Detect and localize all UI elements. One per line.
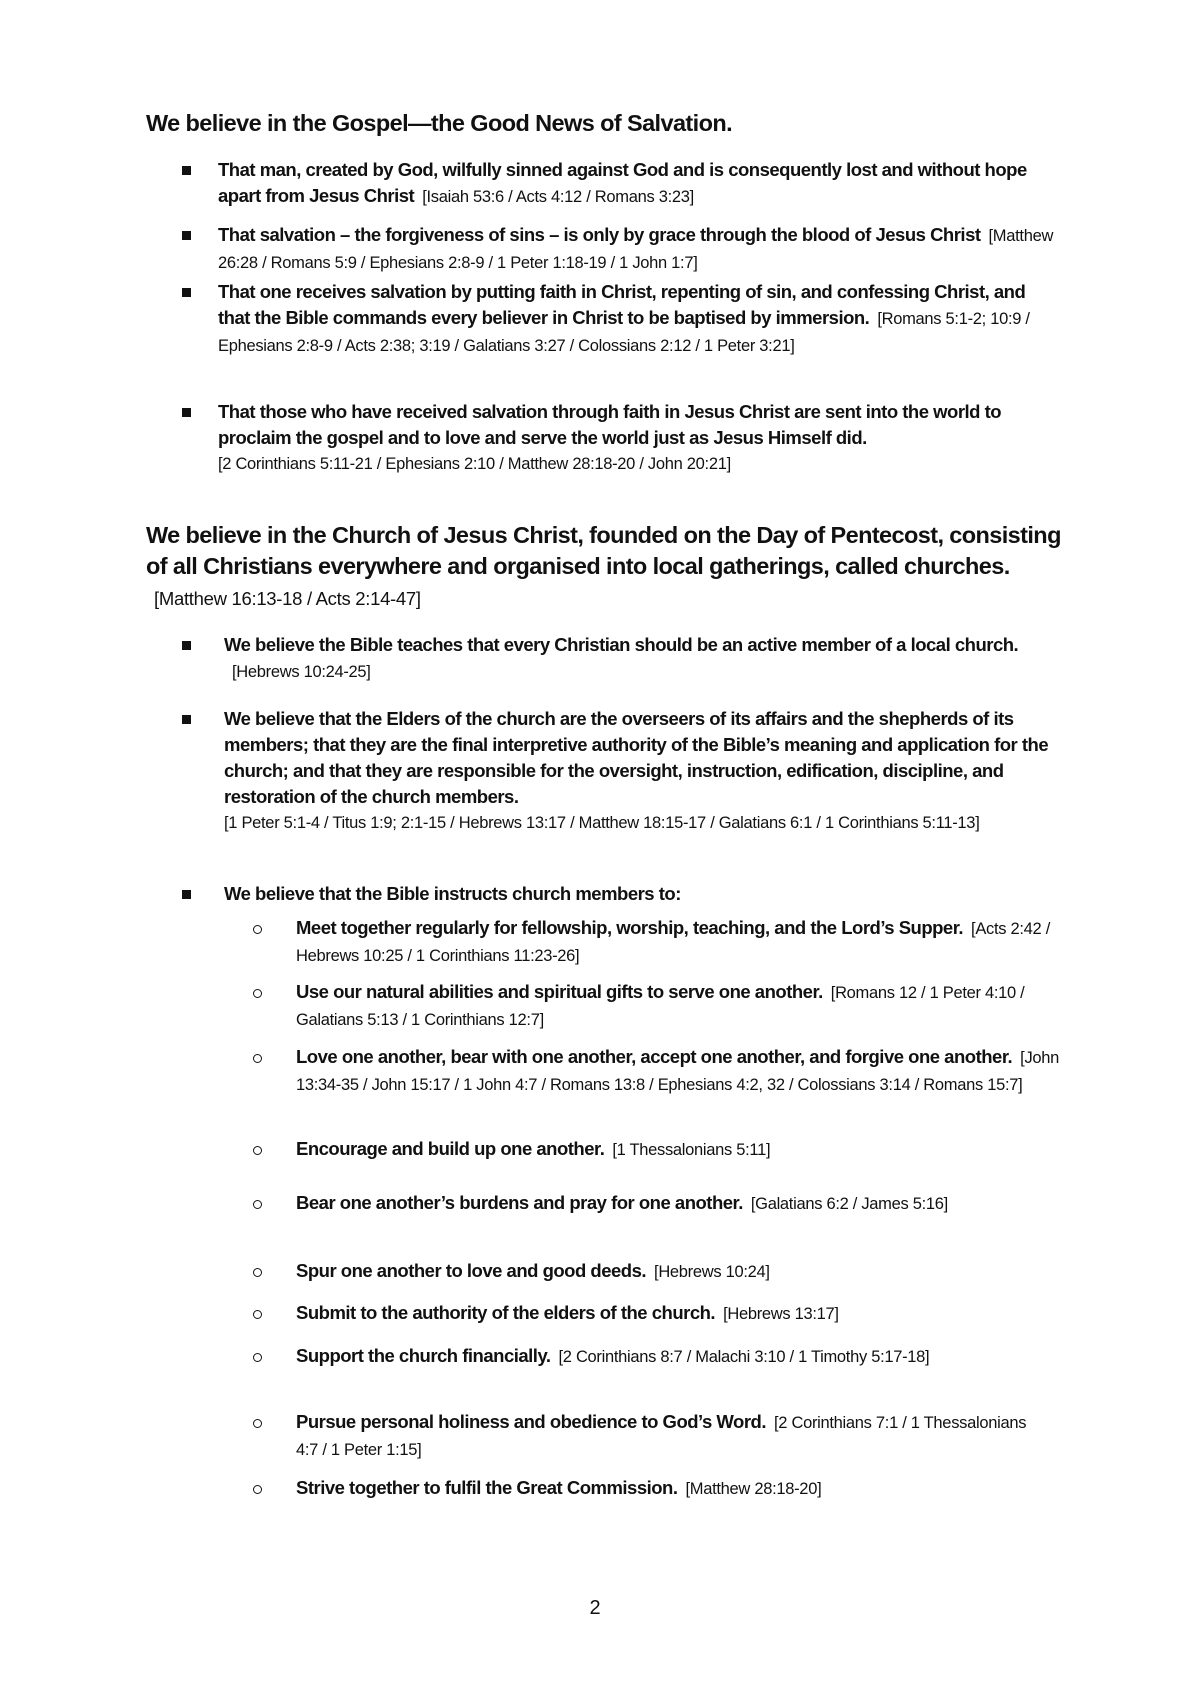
item-text: Support the church financially.: [296, 1345, 551, 1366]
item-text: We believe that the Bible instructs church members to:: [224, 883, 681, 904]
sub-list-item: [296, 1044, 1076, 1098]
circle-bullet-icon: [253, 1353, 262, 1362]
item-text: Encourage and build up one another.: [296, 1138, 605, 1159]
scripture-reference: [Acts 2:42 / Hebrews 10:25 / 1 Corinthians 11:23-26]: [296, 920, 1050, 965]
square-bullet-icon: [182, 408, 191, 417]
sub-list-item: [296, 1190, 986, 1217]
scripture-reference: [Matthew 16:13-18 / Acts 2:14-47]: [154, 588, 421, 609]
sub-list-item: [296, 1300, 1056, 1327]
scripture-reference: [John 13:34-35 / John 15:17 / 1 John 4:7 / Romans 13:8 / Ephesians 4:2, 32 / Colossians 3:14 / Romans 15:7]: [296, 1049, 1060, 1094]
circle-bullet-icon: [253, 989, 262, 998]
scripture-reference: [2 Corinthians 8:7 / Malachi 3:10 / 1 Timothy 5:17-18]: [558, 1348, 930, 1366]
sub-list-item: [296, 915, 1056, 969]
item-text: Meet together regularly for fellowship, worship, teaching, and the Lord’s Supper.: [296, 917, 964, 938]
square-bullet-icon: [182, 890, 191, 899]
scripture-reference: [2 Corinthians 5:11-21 / Ephesians 2:10 / Matthew 28:18-20 / John 20:21]: [218, 455, 731, 473]
scripture-reference: [1 Peter 5:1-4 / Titus 1:9; 2:1-15 / Hebrews 13:17 / Matthew 18:15-17 / Galatians 6:1 / 1 Corinthians 5:11-13]: [224, 814, 980, 832]
circle-bullet-icon: [253, 1054, 262, 1063]
list-item: [218, 222, 1058, 276]
item-text: Use our natural abilities and spiritual gifts to serve one another.: [296, 981, 823, 1002]
item-text: We believe that the Elders of the church are the overseers of its affairs and the shepherds of its members; that they are the final interpretive authority of the Bible’s meaning and application for the church; and that they are responsible for the oversight, instruction, edification, discipline, and restoration of the church members.: [224, 708, 1049, 807]
sub-list-item: [296, 1258, 1056, 1285]
item-text: Strive together to fulfil the Great Commission.: [296, 1477, 678, 1498]
item-text: That those who have received salvation through faith in Jesus Christ are sent into the world to proclaim the gospel and to love and serve the world just as Jesus Himself did.: [218, 401, 1002, 448]
sub-list-item: [296, 979, 1056, 1033]
scripture-reference: [Galatians 6:2 / James 5:16]: [750, 1195, 948, 1213]
page-number: 2: [589, 1597, 601, 1619]
list-item: [224, 706, 1069, 836]
scripture-reference: [Romans 5:1-2; 10:9 / Ephesians 2:8-9 / Acts 2:38; 3:19 / Galatians 3:27 / Colossians 2:12 / 1 Peter 3:21]: [218, 310, 1030, 355]
heading-text: We believe in the Church of Jesus Christ, founded on the Day of Pentecost, consisting of all Christians everywhere and organised into local gatherings, called churches.: [146, 522, 1061, 579]
item-text: That salvation – the forgiveness of sins – is only by grace through the blood of Jesus Christ: [218, 224, 981, 245]
circle-bullet-icon: [253, 1310, 262, 1319]
scripture-reference: [Hebrews 10:24]: [654, 1263, 770, 1281]
scripture-reference: [2 Corinthians 7:1 / 1 Thessalonians 4:7 / 1 Peter 1:15]: [296, 1414, 1027, 1459]
list-item: [218, 157, 1058, 210]
list-item: [218, 399, 1058, 477]
item-text: Pursue personal holiness and obedience to God’s Word.: [296, 1411, 767, 1432]
circle-bullet-icon: [253, 1268, 262, 1277]
circle-bullet-icon: [253, 1485, 262, 1494]
section-heading-gospel: We believe in the Gospel—the Good News of Salvation.: [146, 110, 733, 136]
list-item: [224, 881, 1084, 907]
list-item: [218, 279, 1048, 359]
square-bullet-icon: [182, 288, 191, 297]
circle-bullet-icon: [253, 925, 262, 934]
item-text: We believe the Bible teaches that every Christian should be an active member of a local church.: [224, 634, 1019, 655]
square-bullet-icon: [182, 231, 191, 240]
scripture-reference: [Hebrews 13:17]: [723, 1305, 839, 1323]
sub-list-item: [296, 1409, 1036, 1463]
square-bullet-icon: [182, 641, 191, 650]
square-bullet-icon: [182, 166, 191, 175]
scripture-reference: [1 Thessalonians 5:11]: [612, 1141, 771, 1159]
item-text: Spur one another to love and good deeds.: [296, 1260, 647, 1281]
scripture-reference: [Hebrews 10:24-25]: [232, 663, 371, 681]
item-text: Submit to the authority of the elders of the church.: [296, 1302, 716, 1323]
circle-bullet-icon: [253, 1200, 262, 1209]
square-bullet-icon: [182, 715, 191, 724]
item-text: Bear one another’s burdens and pray for one another.: [296, 1192, 743, 1213]
sub-list-item: [296, 1343, 936, 1370]
circle-bullet-icon: [253, 1419, 262, 1428]
item-text: Love one another, bear with one another, accept one another, and forgive one another.: [296, 1046, 1013, 1067]
scripture-reference: [Isaiah 53:6 / Acts 4:12 / Romans 3:23]: [422, 188, 694, 206]
item-text: That one receives salvation by putting faith in Christ, repenting of sin, and confessing Christ, and that the Bible commands every believer in Christ to be baptised by immersion.: [218, 281, 1026, 328]
section-heading-church: [146, 520, 1076, 614]
circle-bullet-icon: [253, 1146, 262, 1155]
scripture-reference: [Matthew 26:28 / Romans 5:9 / Ephesians 2:8-9 / 1 Peter 1:18-19 / 1 John 1:7]: [218, 227, 1054, 272]
sub-list-item: [296, 1475, 1056, 1502]
scripture-reference: [Romans 12 / 1 Peter 4:10 / Galatians 5:13 / 1 Corinthians 12:7]: [296, 984, 1025, 1029]
item-text: That man, created by God, wilfully sinned against God and is consequently lost and without hope apart from Jesus Christ: [218, 159, 1027, 206]
list-item: [224, 632, 1054, 685]
scripture-reference: [Matthew 28:18-20]: [685, 1480, 822, 1498]
sub-list-item: [296, 1136, 1056, 1163]
